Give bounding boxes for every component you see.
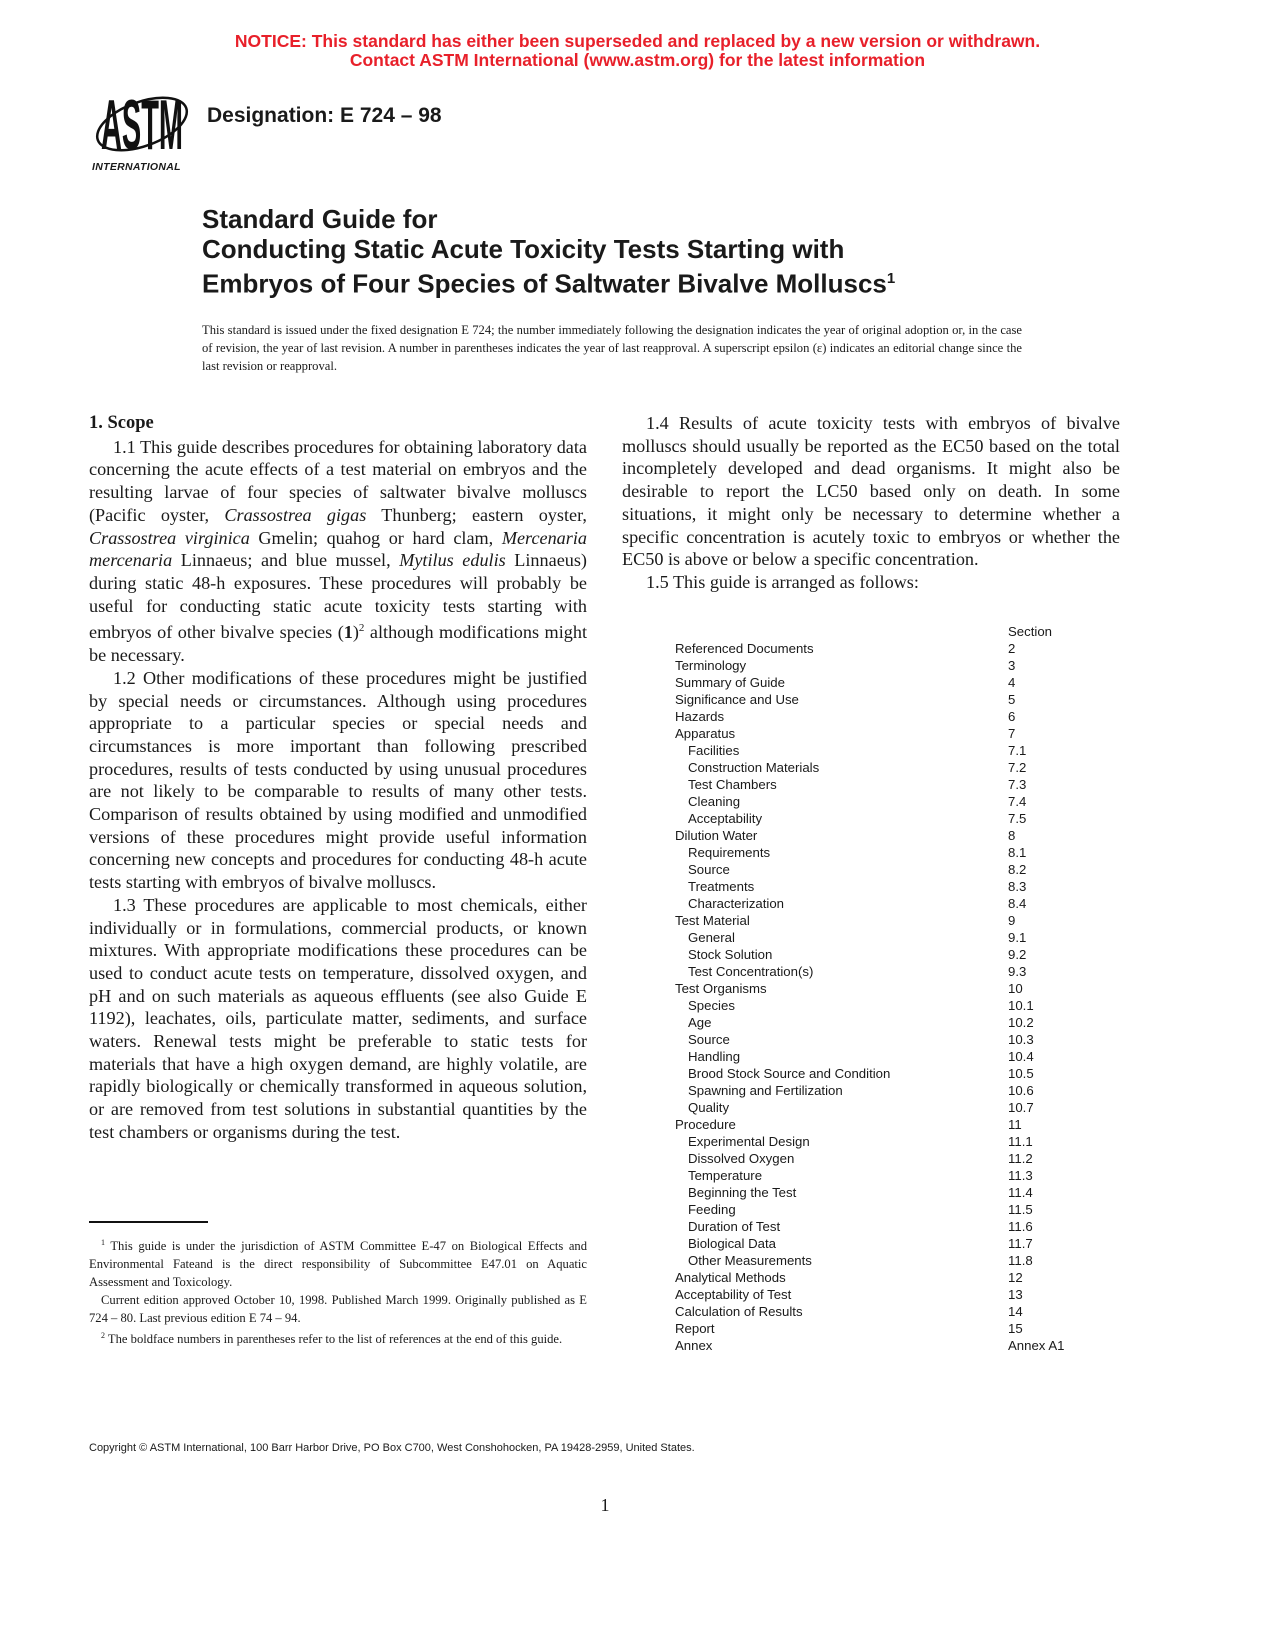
- toc-section-number: 9: [1008, 913, 1016, 928]
- paragraph-1-4: 1.4 Results of acute toxicity tests with embryos of bivalve molluscs should usually be reported as the EC50 based on the total incompletely developed and dead organisms. It might also be desirable to report the LC50 based only on death. In some situations, it might only be necessary to determine whether a specific concentration is acutely toxic to embryos or whether the EC50 is above or below a specific concentration.: [622, 413, 1120, 570]
- toc-row: [675, 1133, 1095, 1150]
- toc-label: Spawning and Fertilization: [688, 1083, 843, 1098]
- toc-section-number: 11.3: [1008, 1168, 1033, 1183]
- toc-label: Summary of Guide: [675, 675, 785, 690]
- toc-label: Test Material: [675, 913, 750, 928]
- toc-label: Terminology: [675, 658, 747, 673]
- paragraph-1-2: 1.2 Other modifications of these procedures might be justified by special needs or circumstances. Although using procedures appropriate to a particular species or special needs and circumstances is more important than following prescribed procedures, results of tests conducted by using unusual procedures are not likely to be comparable to results of many other tests. Comparison of results obtained by using modified and unmodified versions of these procedures might provide useful information concerning new concepts and procedures for conducting 48-h acute tests starting with embryos of bivalve molluscs.: [89, 667, 587, 893]
- text-segment: although modifications might be necessary.: [89, 622, 587, 666]
- toc-label: Dissolved Oxygen: [688, 1151, 795, 1166]
- toc-label: Annex: [675, 1338, 713, 1353]
- toc-section-number: 11.4: [1008, 1185, 1033, 1200]
- toc-section-number: 10.6: [1008, 1083, 1034, 1098]
- title-line-1: Standard Guide for: [202, 204, 438, 234]
- toc-label: Treatments: [688, 879, 755, 894]
- toc-label: Other Measurements: [688, 1253, 812, 1268]
- toc-section-number: 4: [1008, 675, 1016, 690]
- toc-section-number: 7.2: [1008, 760, 1027, 775]
- toc-row: [675, 1014, 1095, 1031]
- toc-row: [675, 1286, 1095, 1303]
- toc-label: Analytical Methods: [675, 1270, 786, 1285]
- toc-label: Construction Materials: [688, 760, 820, 775]
- toc-label: Stock Solution: [688, 947, 773, 962]
- toc-label: Significance and Use: [675, 692, 799, 707]
- toc-section-number: 7.3: [1008, 777, 1027, 792]
- toc-section-number: 11.6: [1008, 1219, 1033, 1234]
- toc-section-number: 10.1: [1008, 998, 1034, 1013]
- toc-row: [675, 1320, 1095, 1337]
- toc-section-number: 9.1: [1008, 930, 1027, 945]
- toc-section-number: 11.1: [1008, 1134, 1033, 1149]
- toc-section-number: 9.3: [1008, 964, 1027, 979]
- toc-row: [675, 827, 1095, 844]
- toc-section-number: 8.3: [1008, 879, 1027, 894]
- paragraph-1-1: [89, 436, 587, 667]
- toc-header: Section: [1008, 624, 1052, 639]
- toc-section-number: 15: [1008, 1321, 1023, 1336]
- toc-label: Species: [688, 998, 735, 1013]
- toc-row: [675, 929, 1095, 946]
- toc-section-number: 14: [1008, 1304, 1023, 1319]
- toc-row: [675, 793, 1095, 810]
- withdrawal-notice: [0, 32, 1275, 70]
- text-segment: Linnaeus; and blue mussel,: [172, 550, 400, 571]
- toc-row: [675, 1337, 1095, 1354]
- toc-row: [675, 725, 1095, 742]
- footnote-2: [89, 1327, 587, 1348]
- notice-line-1: NOTICE: This standard has either been superseded and replaced by a new version or withdrawn.: [234, 31, 1041, 51]
- toc-section-number: 9.2: [1008, 947, 1027, 962]
- toc-row: [675, 946, 1095, 963]
- text-segment: 1: [343, 622, 353, 643]
- issued-note: This standard is issued under the fixed designation E 724; the number immediately following the designation indicates the year of original adoption or, in the case of revision, the year of last revision. A number in parentheses indicates the year of last reapproval. A superscript epsilon (ε) indicates an editorial change since the last revision or reapproval.: [202, 323, 1022, 373]
- toc-label: Biological Data: [688, 1236, 776, 1251]
- toc-label: Handling: [688, 1049, 741, 1064]
- toc-section-number: 7: [1008, 726, 1016, 741]
- text-segment: Thunberg; eastern oyster,: [366, 504, 587, 525]
- toc-section-number: 10.4: [1008, 1049, 1034, 1064]
- species-name: Mytilus edulis: [399, 550, 506, 571]
- toc-label: Experimental Design: [688, 1134, 810, 1149]
- toc-section-number: 5: [1008, 692, 1016, 707]
- toc-label: Characterization: [688, 896, 785, 911]
- text-segment: 1.1 This guide describes procedures for obtaining laboratory data concerning the acute effects of a test material on embryos and the resulting larvae of four species of saltwater bivalve molluscs (Pacific oyster,: [89, 436, 587, 525]
- copyright: Copyright © ASTM International, 100 Barr Harbor Drive, PO Box C700, West Conshohocken, PA 19428-2959, United States.: [89, 1442, 695, 1454]
- svg-text:ASTM: ASTM: [101, 86, 183, 165]
- toc-row: [675, 640, 1095, 657]
- footnote-2-text: The boldface numbers in parentheses refer to the list of references at the end of this guide.: [107, 1332, 563, 1347]
- table-of-contents: [675, 623, 1095, 1354]
- toc-row: [675, 912, 1095, 929]
- title-line-2: Conducting Static Acute Toxicity Tests Starting with: [202, 233, 845, 264]
- toc-section-number: 7.4: [1008, 794, 1027, 809]
- toc-label: Test Concentration(s): [688, 964, 814, 979]
- toc-label: Procedure: [675, 1117, 736, 1132]
- toc-label: Test Chambers: [688, 777, 777, 792]
- toc-row: [675, 1150, 1095, 1167]
- designation: Designation: E 724 – 98: [207, 104, 442, 127]
- toc-row: [675, 1184, 1095, 1201]
- toc-row: [675, 963, 1095, 980]
- toc-label: Requirements: [688, 845, 771, 860]
- toc-section-number: 10.2: [1008, 1015, 1034, 1030]
- toc-row: [675, 776, 1095, 793]
- toc-label: Dilution Water: [675, 828, 758, 843]
- title-line-3-text: Embryos of Four Species of Saltwater Bivalve Molluscs: [202, 268, 887, 299]
- left-column: [89, 412, 587, 1144]
- toc-row: [675, 708, 1095, 725]
- footnote-1-edition: Current edition approved October 10, 1998. Published March 1999. Originally published as E 724 – 80. Last previous edition E 74 – 94.: [89, 1293, 587, 1326]
- toc-section-number: 7.1: [1008, 743, 1027, 758]
- species-name: Crassostrea gigas: [224, 504, 367, 525]
- footnote-1-text: This guide is under the jurisdiction of ASTM Committee E-47 on Biological Effects and Environmental Fateand is the direct responsibility of Subcommittee E47.01 on Aquatic Assessment and Toxicology.: [89, 1239, 588, 1290]
- footnote-2-mark: 2: [101, 1331, 105, 1341]
- toc-row: [675, 810, 1095, 827]
- toc-section-number: 8.2: [1008, 862, 1027, 877]
- toc-label: General: [688, 930, 735, 945]
- toc-section-number: 10.5: [1008, 1066, 1034, 1081]
- footnotes: [89, 1234, 587, 1348]
- toc-section-number: 8.4: [1008, 896, 1027, 911]
- toc-row: [675, 1303, 1095, 1320]
- toc-section-number: 11.8: [1008, 1253, 1033, 1268]
- text-segment: Linnaeus) during static 48-h exposures. These procedures will probably be useful for conducting static acute toxicity tests starting with embryos of other bivalve species (: [89, 550, 587, 643]
- toc-label: Acceptability: [688, 811, 763, 826]
- toc-section-number: 11.2: [1008, 1151, 1033, 1166]
- footnote-1-mark: 1: [101, 1238, 105, 1247]
- toc-row: [675, 1031, 1095, 1048]
- toc-section-number: 10.3: [1008, 1032, 1034, 1047]
- toc-row: [675, 1218, 1095, 1235]
- toc-label: Brood Stock Source and Condition: [688, 1066, 891, 1081]
- toc-row: [675, 1099, 1095, 1116]
- toc-section-number: 10: [1008, 981, 1023, 996]
- toc-label: Beginning the Test: [688, 1185, 797, 1200]
- toc-section-number: 7.5: [1008, 811, 1027, 826]
- toc-label: Quality: [688, 1100, 730, 1115]
- toc-label: Hazards: [675, 709, 725, 724]
- toc-row: [675, 742, 1095, 759]
- toc-section-number: Annex A1: [1008, 1338, 1065, 1353]
- species-name: Crassostrea virginica: [89, 527, 250, 548]
- toc-section-number: 2: [1008, 641, 1016, 656]
- toc-label: Duration of Test: [688, 1219, 781, 1234]
- toc-section-number: 8.1: [1008, 845, 1027, 860]
- text-segment: Gmelin; quahog or hard clam,: [249, 527, 502, 548]
- toc-row: [675, 759, 1095, 776]
- toc-row: [675, 997, 1095, 1014]
- toc-row: [675, 1269, 1095, 1286]
- toc-label: Temperature: [688, 1168, 763, 1183]
- logo-caption: INTERNATIONAL: [92, 161, 181, 173]
- toc-row: [675, 1116, 1095, 1133]
- toc-label: Cleaning: [688, 794, 741, 809]
- title-line-3: [202, 264, 895, 299]
- toc-row: [675, 657, 1095, 674]
- toc-row: [675, 895, 1095, 912]
- text-segment: ): [352, 622, 359, 643]
- toc-row: [675, 861, 1095, 878]
- toc-label: Test Organisms: [675, 981, 767, 996]
- toc-label: Referenced Documents: [675, 641, 814, 656]
- page-number: 1: [600, 1495, 610, 1515]
- paragraph-1-3: 1.3 These procedures are applicable to most chemicals, either individually or in formulations, commercial products, or known mixtures. With appropriate modifications these procedures can be used to conduct acute tests on temperature, dissolved oxygen, and pH and on such materials as aqueous effluents (see also Guide E 1192), leachates, oils, particulate matter, sediments, and surface waters. Renewal tests might be preferable to static tests for materials that have a high oxygen demand, are highly volatile, are rapidly biologically or chemically transformed in aqueous solution, or are removed from test solutions in substantial quantities by the test chambers or organisms during the test.: [89, 894, 587, 1142]
- toc-label: Apparatus: [675, 726, 736, 741]
- toc-label: Facilities: [688, 743, 740, 758]
- toc-label: Age: [688, 1015, 712, 1030]
- toc-section-number: 10.7: [1008, 1100, 1034, 1115]
- footnote-1: [89, 1234, 587, 1291]
- footnote-divider: [89, 1221, 208, 1223]
- toc-row: [675, 1048, 1095, 1065]
- toc-row: [675, 1082, 1095, 1099]
- toc-label: Acceptability of Test: [675, 1287, 792, 1302]
- toc-row: [675, 980, 1095, 997]
- toc-label: Source: [688, 1032, 730, 1047]
- toc-row: [675, 878, 1095, 895]
- toc-label: Report: [675, 1321, 715, 1336]
- toc-row: [675, 844, 1095, 861]
- toc-row: [675, 1201, 1095, 1218]
- toc-section-number: 11.5: [1008, 1202, 1033, 1217]
- toc-label: Feeding: [688, 1202, 736, 1217]
- text-segment: 2: [358, 622, 365, 635]
- document-title: [202, 205, 895, 299]
- section-heading-scope: 1. Scope: [89, 413, 154, 433]
- toc-section-number: 12: [1008, 1270, 1023, 1285]
- right-column: [622, 412, 1120, 594]
- notice-line-2: Contact ASTM International (www.astm.org) for the latest information: [349, 50, 926, 70]
- toc-section-number: 11.7: [1008, 1236, 1033, 1251]
- toc-section-number: 13: [1008, 1287, 1023, 1302]
- toc-row: [675, 691, 1095, 708]
- toc-section-number: 3: [1008, 658, 1016, 673]
- toc-row: [675, 1252, 1095, 1269]
- toc-section-number: 8: [1008, 828, 1016, 843]
- toc-section-number: 6: [1008, 709, 1016, 724]
- toc-row: [675, 1065, 1095, 1082]
- paragraph-1-5: 1.5 This guide is arranged as follows:: [646, 571, 919, 592]
- title-footnote-mark: 1: [886, 270, 896, 287]
- toc-section-number: 11: [1008, 1117, 1022, 1132]
- toc-label: Source: [688, 862, 730, 877]
- species-name: Mercenaria mercenaria: [89, 527, 587, 571]
- toc-row: [675, 1235, 1095, 1252]
- toc-row: [675, 1167, 1095, 1184]
- toc-label: Calculation of Results: [675, 1304, 803, 1319]
- toc-row: [675, 674, 1095, 691]
